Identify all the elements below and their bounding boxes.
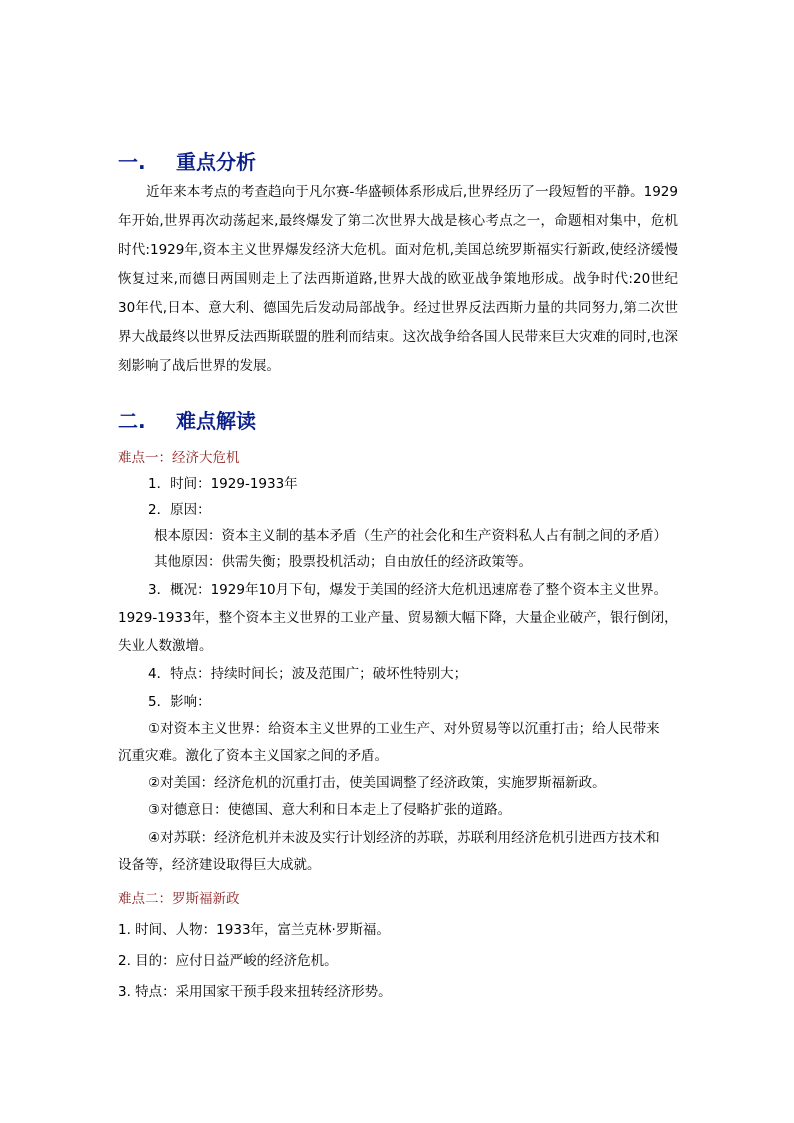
difficulty-heading: 难点一：经济大危机 [118, 450, 240, 466]
list-item: ②对美国：经济危机的沉重打击，使美国调整了经济政策，实施罗斯福新政。 [148, 775, 606, 791]
list-item: ①对资本主义世界：给资本主义世界的工业生产、对外贸易等以沉重打击；给人民带来 [148, 721, 660, 737]
list-item: ③对德意日：使德国、意大利和日本走上了侵略扩张的道路。 [148, 802, 512, 818]
list-item: 其他原因：供需失衡；股票投机活动；自由放任的经济政策等。 [154, 554, 532, 570]
list-item: 2．原因： [148, 502, 211, 518]
section-heading-1 [118, 146, 256, 175]
list-item: ④对苏联：经济危机并未波及实行计划经济的苏联，苏联利用经济危机引进西方技术和 [148, 830, 660, 846]
section-number: 一. [118, 150, 146, 174]
list-item: 3．概况：1929年10月下旬，爆发于美国的经济大危机迅速席卷了整个资本主义世界。 [148, 582, 668, 598]
section-heading-2 [118, 405, 256, 434]
list-item: 失业人数激增。 [118, 638, 213, 654]
difficulty-heading: 难点二：罗斯福新政 [118, 891, 240, 907]
list-item: 沉重灾难。激化了资本主义国家之间的矛盾。 [118, 748, 388, 764]
list-item: 1．时间：1929-1933年 [148, 476, 298, 492]
section-title: 重点分析 [176, 150, 256, 174]
list-item: 1. 时间、人物：1933年，富兰克林·罗斯福。 [118, 922, 390, 938]
list-item: 根本原因：资本主义制的基本矛盾（生产的社会化和生产资料私人占有制之间的矛盾） [154, 528, 667, 544]
section-number: 二. [118, 409, 146, 433]
analysis-paragraph: 近年来本考点的考查趋向于凡尔赛-华盛顿体系形成后,世界经历了一段短暂的平静。1929年开始,世界再次动荡起来,最终爆发了第二次世界大战是核心考点之一，命题相对集中，危机时代:1929年,资本主义世界爆发经济大危机。面对危机,美国总统罗斯福实行新政,使经济缓慢恢复过来,而德日两国则走上了法西斯道路,世界大战的欧亚战争策地形成。战争时代:20世纪30年代,日本、意大利、德国先后发动局部战争。经过世界反法西斯力量的共同努力,第二次世界大战最终以世界反法西斯联盟的胜利而结束。这次战争给各国人民带来巨大灾难的同时,也深刻影响了战后世界的发展。 [118, 184, 678, 374]
list-item: 1929-1933年，整个资本主义世界的工业产量、贸易额大幅下降，大量企业破产，银行倒闭， [118, 610, 678, 626]
list-item: 设备等，经济建设取得巨大成就。 [118, 857, 321, 873]
list-item: 5．影响： [148, 694, 211, 710]
list-item: 3. 特点：采用国家干预手段来扭转经济形势。 [118, 984, 392, 1000]
list-item: 4．特点：持续时间长；波及范围广；破坏性特别大； [148, 666, 468, 682]
section-title: 难点解读 [176, 409, 256, 433]
list-item: 2. 目的：应付日益严峻的经济危机。 [118, 953, 338, 969]
